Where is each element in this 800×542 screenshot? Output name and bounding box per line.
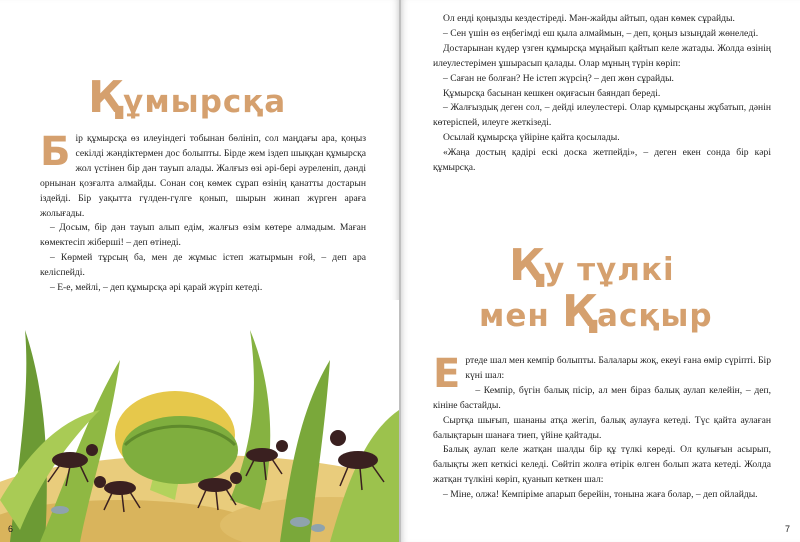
page-number: 6 — [8, 524, 14, 534]
left-page — [0, 0, 399, 542]
drop-cap: Б — [40, 129, 71, 175]
story-text-continued — [433, 12, 771, 176]
paragraph: «Жаңа достың қадірі ескі доска жетпейді», – деген екен сонда бір кәрі құмырсқа. — [433, 147, 771, 174]
drop-cap: Е — [433, 351, 461, 397]
story-title-line1: Қу тұлкі — [509, 240, 675, 291]
paragraph: Ол енді қоңызды кездестіреді. Мән-жайды айтып, одан көмек сұрайды. — [443, 13, 735, 24]
story-title-line2: мен Қасқыр — [479, 286, 713, 337]
paragraph: Ертеде шал мен кемпір болыпты. Балалары жоқ, екеуі ғана өмір сүріпті. Бір күні шал: — [433, 351, 771, 397]
paragraph: Құмырсқа басынан кешкен оқиғасын баяндап береді. — [443, 87, 661, 99]
ants-illustration — [0, 300, 399, 542]
paragraph: – Сен үшін өз еңбегімді еш қыла алмаймын, – деп, қоңыз ызыңдай жөнеледі. — [443, 27, 759, 39]
story-text-kumyrska — [40, 129, 366, 296]
paragraph: – Е-е, мейлі, – деп құмырсқа әрі қарай жүріп кетеді. — [50, 282, 263, 294]
paragraph: – Көрмей тұрсың ба, мен де жұмыс істеп жатырмын ғой, – деп ара келіспейді. — [40, 252, 366, 279]
paragraph: Бір құмырсқа өз илеуіндегі тобынан бөлініп, сол маңдағы ара, қоңыз секілді жәндіктермен дос болыпты. Бірде жем іздеп шыққан құмырсқа жол үстінен бір дән тауып алады. Жалғыз өзі әрі-бері әуреленіп, дәнді орнынан қозғалта алмайды. Сонан соң көмек сұрап өзінің қанатты достарын іздейді. Бір уақытта гүлден-гүлге қонып, шырын жинап жүрген араға жолығады. — [40, 129, 366, 219]
paragraph: Балық аулап келе жатқан шалды бір құ түлкі көреді. Ол қулығын асырып, балықты жеп кеткісі келеді. Сөйтіп жолға өтірік өлген болып жата кетеді. Жолда жатқан түлкіні көріп, қуанып кеткен шал: — [433, 444, 771, 486]
paragraph: Сыртқа шығып, шананы атқа жегіп, балық аулауға кетеді. Түс қайта аулаған балықтарын шанаға тиеп, үйіне қайтады. — [433, 414, 771, 441]
paragraph: – Саған не болған? Не істеп жүрсің? – деп жөн сұрайды. — [443, 72, 674, 84]
paragraph: – Жалғыздық деген сол, – дейді илеулестері. Олар құмырсқаны жұбатып, дәнін көтеріспей, илеуге жеткізеді. — [433, 102, 771, 129]
page-number: 7 — [784, 524, 790, 534]
paragraph: – Досым, бір дән тауып алып едім, жалғыз өзім көтере алмадым. Маған көмектесіп жіберші! – деп өтінеді. — [40, 222, 366, 249]
paragraph: – Міне, олжа! Кемпіріме апарып берейін, тонына жаға болар, – деп ойлайды. — [443, 489, 758, 501]
paragraph: Достарынан күдер үзген құмырсқа мұңайып қайтып келе жатады. Жолда өзінің илеулестерімен ұшырасып қалады. Олар мұның түрін көріп: — [433, 42, 771, 69]
right-page — [401, 0, 800, 542]
story-title-kumyrska: Құмырсқа — [88, 72, 287, 123]
story-text-fox — [433, 351, 771, 503]
paragraph: – Кемпір, бүгін балық пісір, ал мен біраз балық аулап келейін, – деп, кініне бастайды. — [433, 384, 771, 411]
paragraph: Осылай құмырсқа үйіріне қайта қосылады. — [443, 132, 620, 144]
